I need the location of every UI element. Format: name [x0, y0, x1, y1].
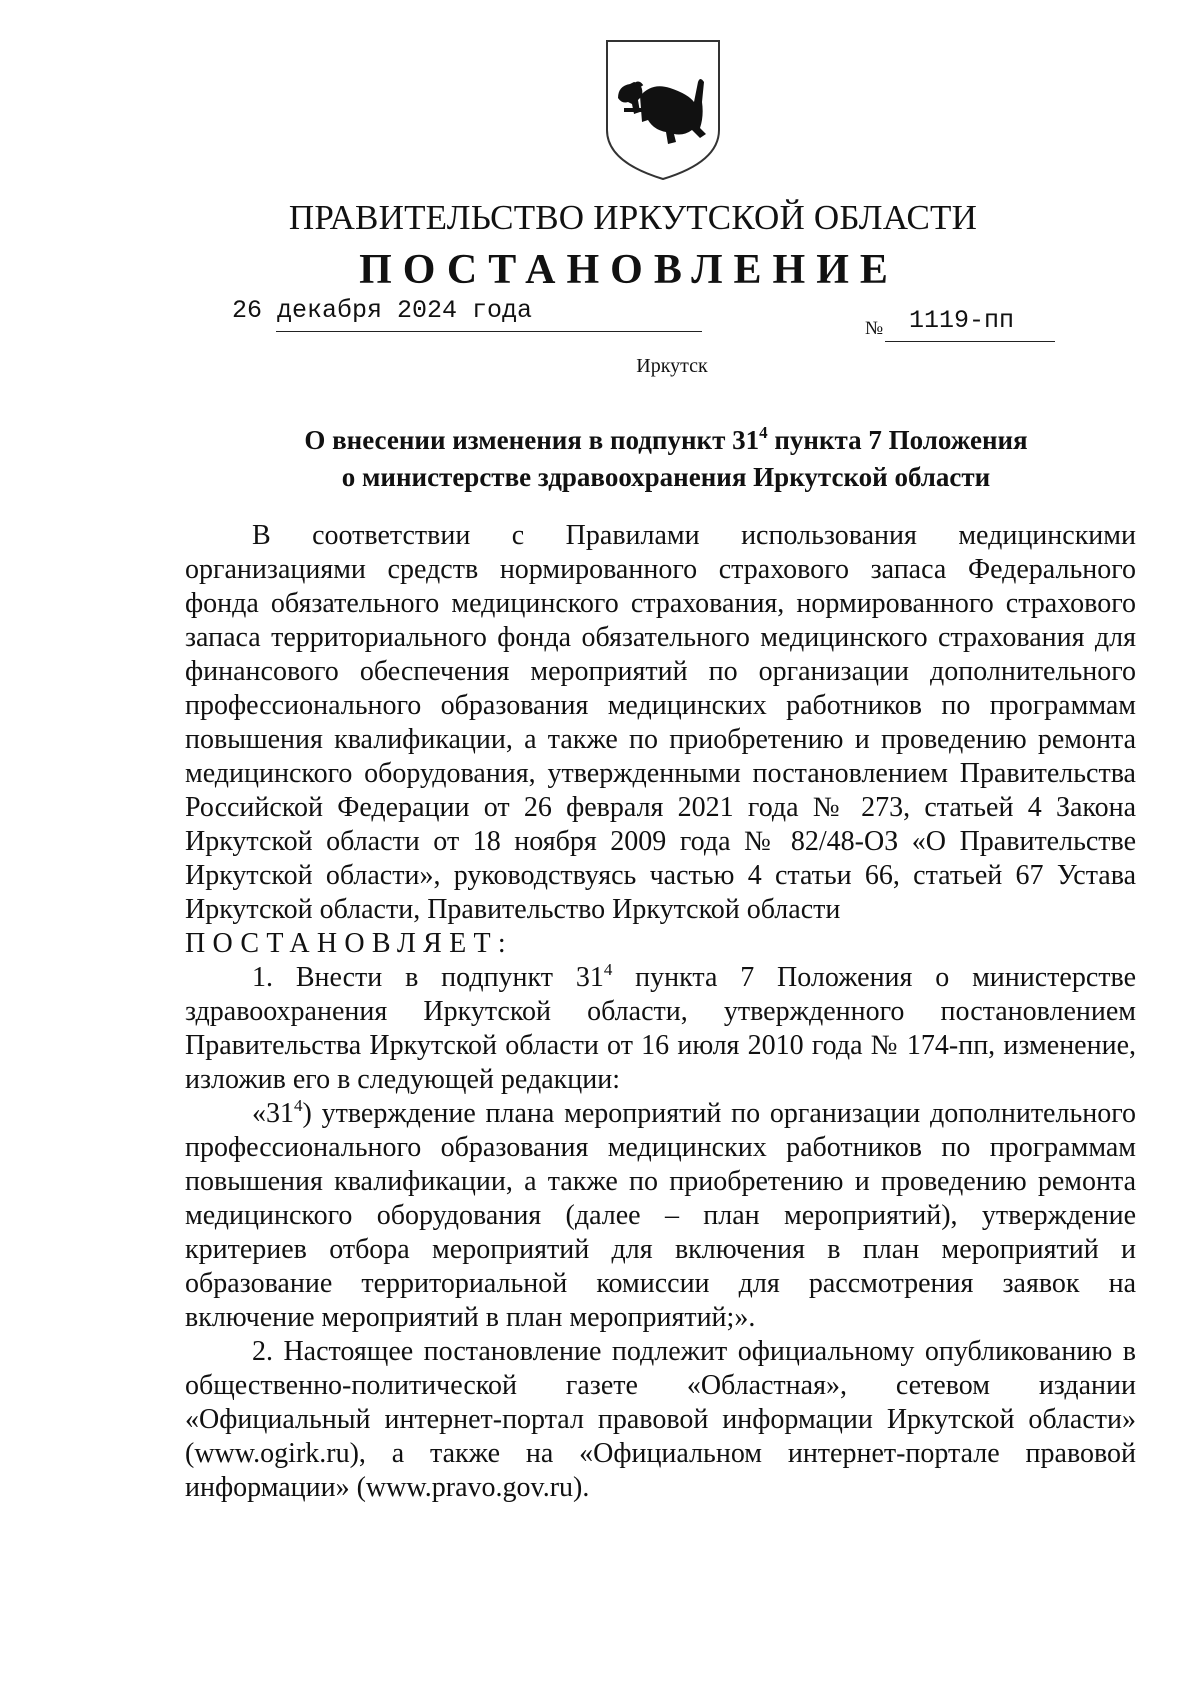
heading-line-1: О внесении изменения в подпункт $31^4$ пункта 7 Положения: [304, 423, 1028, 455]
number-underline: [885, 341, 1055, 342]
quoted-amendment-paragraph: «$31^4$) утверждение плана мероприятий по организации дополнительного профессионального образования медицинских работников по программам повышения квалификации, а также по приобретению и проведению ремонта медицинского оборудования (далее – план мероприятий), утверждение критериев отбора мероприятий для включения в план мероприятий и образование территориальной комиссии для рассмотрения заявок на включение мероприятий в план мероприятий;».: [185, 1096, 1136, 1333]
date-underline: [276, 331, 702, 332]
document-date: [232, 296, 532, 325]
number-text: 1119-пп: [909, 306, 1015, 335]
document-body: [185, 519, 1136, 1505]
number-sign: №: [865, 318, 884, 339]
document-type: ПОСТАНОВЛЕНИЕ: [359, 247, 899, 293]
date-text: 26 декабря 2024 года: [232, 296, 533, 325]
organization-title: ПРАВИТЕЛЬСТВО ИРКУТСКОЙ ОБЛАСТИ: [288, 198, 978, 237]
heading-line-2: о министерстве здравоохранения Иркутской области: [341, 462, 991, 492]
item-2-paragraph: 2. Настоящее постановление подлежит официальному опубликованию в общественно-политической газете «Областная», сетевом издании «Официальный интернет-портал правовой информации Иркутской области» (www.ogirk.ru), а также на «Официальном интернет-портале правовой информации» (www.pravo.gov.ru).: [185, 1336, 1136, 1503]
item-1-paragraph: 1. Внести в подпункт $31^4$ пункта 7 Положения о министерстве здравоохранения Иркутской области, утвержденного постановлением Правительства Иркутской области от 16 июля 2010 года № 174-пп, изменение, изложив его в следующей редакции:: [185, 960, 1136, 1095]
document-heading: [186, 422, 1146, 496]
city-label: Иркутск: [636, 355, 708, 377]
preamble-paragraph: В соответствии с Правилами использования медицинскими организациями средств нормированного страхового запаса Федерального фонда обязательного медицинского страхования, нормированного страхового запаса территориального фонда обязательного медицинского страхования для финансового обеспечения мероприятий по организации дополнительного профессионального образования медицинских работников по программам повышения квалификации, а также по приобретению и проведению ремонта медицинского оборудования, утвержденными постановлением Правительства Российской Федерации от 26 февраля 2021 года № 273, статьей 4 Закона Иркутской области от 18 ноября 2009 года № 82/48-ОЗ «О Правительстве Иркутской области», руководствуясь частью 4 статьи 66, статьей 67 Устава Иркутской области, Правительство Иркутской области: [185, 520, 1136, 925]
coat-of-arms-icon: [604, 38, 722, 182]
decree-word: ПОСТАНОВЛЯЕТ:: [185, 928, 513, 959]
